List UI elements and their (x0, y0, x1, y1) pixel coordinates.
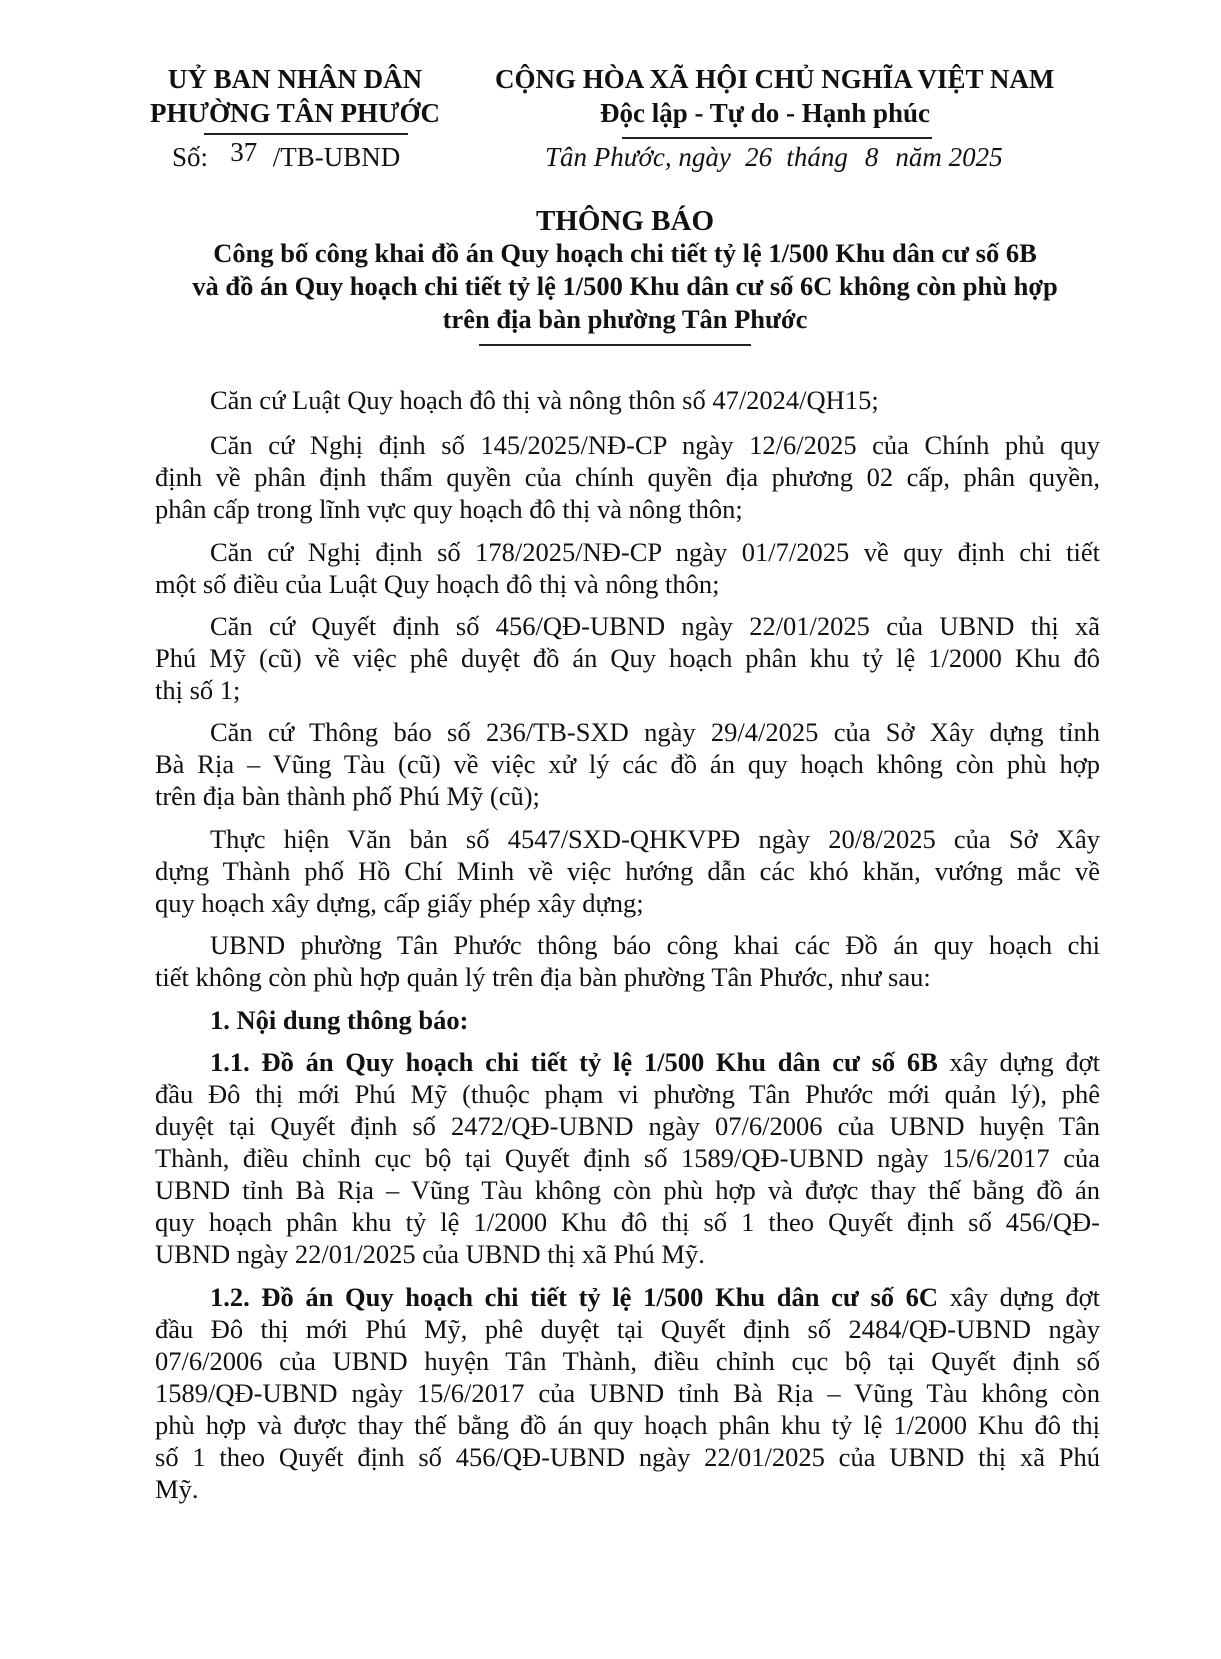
paragraph-line: UBND tỉnh Bà Rịa – Vũng Tàu không còn phù hợp và được thay thế bằng đồ án (155, 1175, 1100, 1205)
paragraph-line: UBND ngày 22/01/2025 của UBND thị xã Phú Mỹ. (155, 1239, 705, 1269)
paragraph-line: số 1 theo Quyết định số 456/QĐ-UBND ngày 22/01/2025 của UBND thị xã Phú (155, 1442, 1100, 1472)
paragraph-line: phù hợp và được thay thế bằng đồ án quy hoạch phân khu tỷ lệ 1/2000 Khu đô thị (155, 1410, 1100, 1440)
paragraph-line: Căn cứ Thông báo số 236/TB-SXD ngày 29/4/2025 của Sở Xây dựng tỉnh (210, 717, 1100, 747)
paragraph-line: thị số 1; (155, 675, 241, 705)
paragraph-line: trên địa bàn thành phố Phú Mỹ (cũ); (155, 781, 540, 811)
doc-number-label: Số: (172, 142, 209, 172)
subtitle-line: Công bố công khai đồ án Quy hoạch chi tiết tỷ lệ 1/500 Khu dân cư số 6B (213, 238, 1037, 268)
agency-name-line1: UỶ BAN NHÂN DÂN (167, 64, 423, 94)
paragraph-line: quy hoạch xây dựng, cấp giấy phép xây dựng; (155, 888, 644, 918)
document-number (172, 137, 401, 174)
item-1-1-rest: xây dựng đợt (937, 1047, 1100, 1077)
paragraph-line: định về phân định thẩm quyền của chính quyền địa phương 02 cấp, phân quyền, (155, 462, 1100, 492)
paragraph-line: Bà Rịa – Vũng Tàu (cũ) về việc xử lý các đồ án quy hoạch không còn phù hợp (155, 749, 1100, 779)
paragraph-line: đầu Đô thị mới Phú Mỹ (thuộc phạm vi phường Tân Phước mới quản lý), phê (155, 1079, 1100, 1109)
item-1-2-rest: xây dựng đợt (938, 1282, 1100, 1312)
paragraph-line: đầu Đô thị mới Phú Mỹ, phê duyệt tại Quyết định số 2484/QĐ-UBND ngày (155, 1314, 1100, 1344)
paragraph-line: Thực hiện Văn bản số 4547/SXD-QHKVPĐ ngày 20/8/2025 của Sở Xây (210, 824, 1100, 854)
paragraph-line: một số điều của Luật Quy hoạch đô thị và nông thôn; (155, 569, 720, 599)
section-heading: 1. Nội dung thông báo: (210, 1005, 469, 1035)
paragraph-line: quy hoạch phân khu tỷ lệ 1/2000 Khu đô thị số 1 theo Quyết định số 456/QĐ- (155, 1207, 1100, 1237)
subtitle-line: và đồ án Quy hoạch chi tiết tỷ lệ 1/500 Khu dân cư số 6C không còn phù hợp (192, 271, 1058, 301)
date-year-label: năm (895, 142, 942, 172)
paragraph-line: 07/6/2006 của UBND huyện Tân Thành, điều chỉnh cục bộ tại Quyết định số (155, 1346, 1100, 1376)
item-1-2-first-line (210, 1280, 1100, 1314)
paragraph-line: Căn cứ Nghị định số 178/2025/NĐ-CP ngày 01/7/2025 về quy định chi tiết (210, 537, 1100, 567)
doc-number-value: 37 (230, 137, 258, 167)
paragraph-line: duyệt tại Quyết định số 2472/QĐ-UBND ngày 07/6/2006 của UBND huyện Tân (155, 1111, 1100, 1141)
item-1-1-title: 1.1. Đồ án Quy hoạch chi tiết tỷ lệ 1/500 Khu dân cư số 6B (210, 1047, 938, 1077)
paragraph-line: 1589/QĐ-UBND ngày 15/6/2017 của UBND tỉnh Bà Rịa – Vũng Tàu không còn (155, 1378, 1100, 1408)
national-motto: Độc lập - Tự do - Hạnh phúc (599, 98, 931, 128)
paragraph-line: Căn cứ Quyết định số 456/QĐ-UBND ngày 22/01/2025 của UBND thị xã (210, 611, 1100, 641)
paragraph-line: Căn cứ Nghị định số 145/2025/NĐ-CP ngày 12/6/2025 của Chính phủ quy (210, 430, 1100, 460)
title-underline (479, 344, 751, 346)
item-1-1-first-line (210, 1045, 1100, 1079)
paragraph-line: Căn cứ Luật Quy hoạch đô thị và nông thôn số 47/2024/QH15; (210, 385, 879, 415)
paragraph-line: Mỹ. (155, 1474, 199, 1504)
motto-underline (622, 137, 932, 139)
paragraph-line: Phú Mỹ (cũ) về việc phê duyệt đồ án Quy hoạch phân khu tỷ lệ 1/2000 Khu đô (155, 643, 1100, 673)
paragraph-line: UBND phường Tân Phước thông báo công khai các Đồ án quy hoạch chi (210, 930, 1100, 960)
doc-number-suffix: /TB-UBND (272, 142, 401, 172)
paragraph-line: phân cấp trong lĩnh vực quy hoạch đô thị và nông thôn; (155, 494, 743, 524)
item-1-2-title: 1.2. Đồ án Quy hoạch chi tiết tỷ lệ 1/500 Khu dân cư số 6C (210, 1282, 939, 1312)
date-month: 8 (864, 142, 879, 172)
subtitle-line: trên địa bàn phường Tân Phước (442, 304, 808, 334)
paragraph-line: Thành, điều chỉnh cục bộ tại Quyết định số 1589/QĐ-UBND ngày 15/6/2017 của (155, 1143, 1100, 1173)
issue-date (545, 140, 1003, 174)
date-month-label: tháng (786, 142, 848, 172)
agency-name-line2: PHƯỜNG TÂN PHƯỚC (150, 98, 440, 128)
date-year: 2025 (948, 142, 1003, 172)
date-place: Tân Phước, ngày (545, 142, 731, 172)
paragraph-line: tiết không còn phù hợp quản lý trên địa bàn phường Tân Phước, như sau: (155, 962, 931, 992)
date-day: 26 (745, 142, 773, 172)
paragraph-line: dựng Thành phố Hồ Chí Minh về việc hướng dẫn các khó khăn, vướng mắc về (155, 856, 1100, 886)
national-title: CỘNG HÒA XÃ HỘI CHỦ NGHĨA VIỆT NAM (495, 64, 1055, 94)
document-heading: THÔNG BÁO (535, 205, 715, 237)
